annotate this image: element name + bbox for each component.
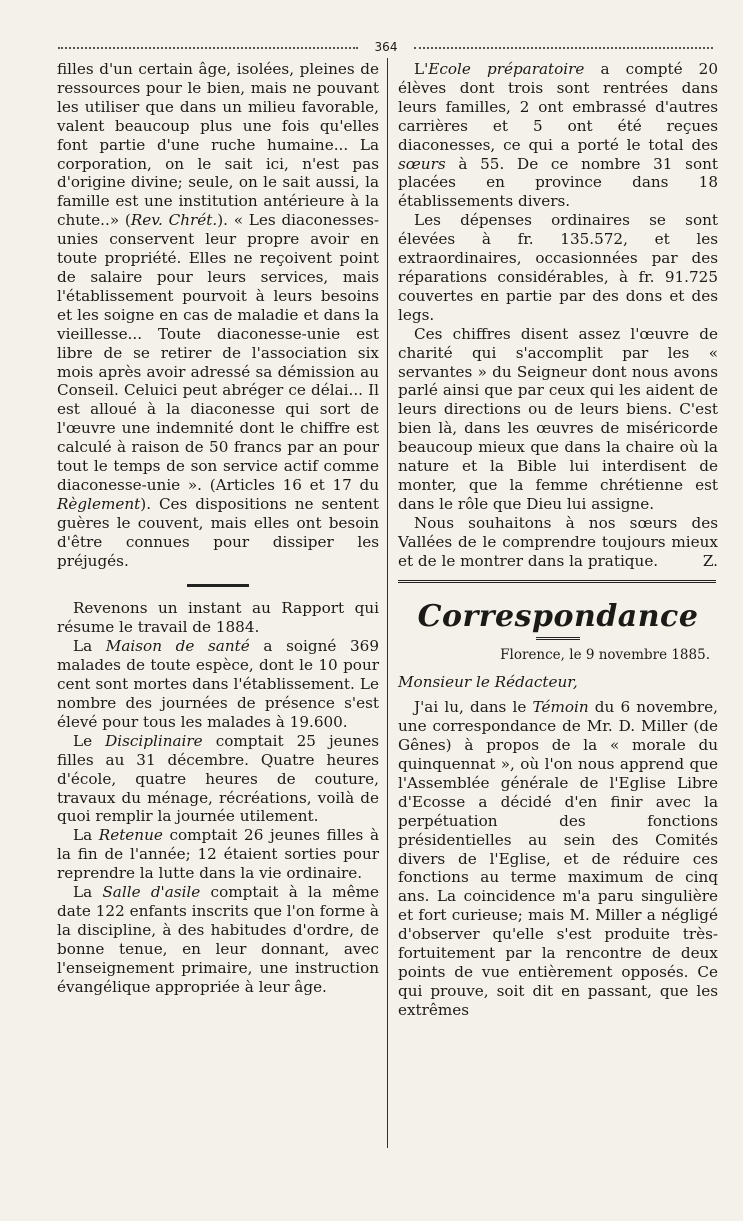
text-run: a soigné 369 malades de toute espèce, dont le 10 pour cent sont mortes dans l'établissement. Le nombre des journées de présence s'est élevé pour tous les malades à 19.600. [57, 637, 379, 731]
paragraph [57, 826, 379, 883]
text-run: La [73, 826, 99, 845]
text-run: comptait 26 jeunes filles à la fin de l'année; 12 étaient sorties pour reprendre la lutte dans la vie ordinaire. [57, 826, 379, 883]
citation: Règlement [57, 494, 141, 513]
text-run: La [73, 637, 106, 656]
paragraph: Revenons un instant au Rapport qui résume le travail de 1884. [57, 599, 379, 637]
paragraph: Les dépenses ordinaires se sont élevées à fr. 135.572, et les extraordinaires, occasionnées par des réparations considérables, à fr. 91.725 couvertes en partie par des dons et des legs. [398, 211, 718, 324]
header-rule-left [58, 47, 358, 49]
paragraph [57, 637, 379, 732]
right-column [398, 60, 718, 1020]
emphasis: Témoin [532, 698, 589, 717]
paragraph [398, 60, 718, 211]
emphasis: Ecole préparatoire [428, 60, 585, 78]
text-run: ). « Les diaconesses-unies conservent leur propre avoir en toute propriété. Elles ne reçoivent point de salaire pour leurs services, mais l'établissement pourvoit à leurs besoins et les soigne en cas de maladie et dans la vieillesse... Toute diaconesse-unie est libre de se retirer de l'association six mois après avoir adressé sa démission au Conseil. Celuici peut abréger ce délai... Il est alloué à la diaconesse qui sort de l'œuvre une indemnité dont le chiffre est calculé à raison de 50 francs par an pour tout le temps de son service actif comme diaconesse-unie ». (Articles 16 et 17 du [57, 211, 379, 494]
text-run: filles d'un certain âge, isolées, pleines de ressources pour le bien, mais ne pouvant les utiliser que dans un milieu favorable, valent beaucoup plus une fois qu'elles font partie d'une ruche humaine... La corporation, on le sait ici, n'est pas d'origine divine; seule, on le sait aussi, la famille est une institution antérieure à la chute..» ( [57, 60, 379, 230]
paragraph: Ces chiffres disent assez l'œuvre de charité qui s'accomplit par les « servantes » du Seigneur dont nous avons parlé ainsi que par ceux qui les aident de leurs directions ou de leurs biens. C'est bien là, dans les œuvres de miséricorde beaucoup mieux que dans la chaire où la nature et la Bible lui interdisent de monter, que la femme chrétienne est dans le rôle que Dieu lui assigne. [398, 324, 718, 513]
emphasis: Maison de santé [105, 637, 250, 656]
text-run: du 6 novembre, une correspondance de Mr. D. Miller (de Gênes) à propos de la « morale du quinquennat », où l'on nous apprend que l'Assemblée générale de l'Eglise Libre d'Ecosse a décidé d'en finir avec la perpétuation des fonctions présidentielles au sein des Comités divers de l'Eglise, et de réduire ces fonctions au terme maximum de cinq ans. La coincidence m'a paru singulière et fort curieuse; mais M. Miller a négligé d'observer qu'elle s'est produite très-fortuitement par la rencontre de deux points de vue entièrement opposés. Ce qui prouve, soit dit en passant, que les extrêmes [398, 698, 718, 1019]
section-separator [398, 580, 716, 583]
column-divider [387, 58, 388, 1148]
emphasis: Retenue [98, 826, 163, 845]
text-run: à 55. De ce nombre 31 sont placées en province dans 18 établissements divers. [398, 154, 718, 211]
paragraph [398, 698, 718, 1019]
text-run: comptait 25 jeunes filles au 31 décembre. Quatre heures d'école, quatre heures de couture, travaux du ménage, récréations, voilà de quoi remplir la journée utilement. [57, 731, 379, 826]
text-run: a compté 20 élèves dont trois sont rentrées dans leurs familles, 2 ont embrassé d'autres carrières et 5 ont été reçues diaconesses, ce qui a porté le total des [398, 60, 718, 154]
text-run: Le [73, 731, 106, 750]
salutation: Monsieur le Rédacteur, [398, 673, 578, 692]
emphasis: sœurs [398, 154, 446, 173]
section-separator [187, 584, 249, 587]
text-run: comptait à la même date 122 enfants inscrits que l'on forme à la discipline, à des habitudes d'ordre, de bonne tenue, en leur donnant, avec l'enseignement primaire, une instruction évangélique appropriée à leur âge. [57, 883, 379, 996]
paragraph [57, 60, 379, 570]
header-rule-right [414, 47, 713, 49]
text-run: La [73, 883, 103, 902]
paragraph [57, 732, 379, 827]
emphasis: Salle d'asile [102, 883, 201, 902]
paragraph [398, 514, 718, 571]
section-heading: Correspondance [417, 599, 699, 635]
text-run: J'ai lu, dans le [414, 698, 533, 717]
dateline: Florence, le 9 novembre 1885. [500, 647, 710, 664]
text-run: ). Ces dispositions ne sentent guères le couvent, mais elles ont besoin d'être connues pour dissiper les préjugés. [57, 494, 379, 570]
text-run: L' [414, 60, 429, 78]
paragraph [57, 883, 379, 996]
page-number: 364 [374, 40, 398, 54]
signature: Z. [702, 551, 718, 570]
page-header [58, 40, 713, 54]
citation: Rev. Chrét. [130, 211, 218, 230]
left-column [57, 60, 379, 997]
heading-underline [536, 637, 580, 640]
text-run: Nous souhaitons à nos sœurs des Vallées de le comprendre toujours mieux et de le montrer dans la pratique. [398, 513, 718, 570]
emphasis: Disciplinaire [105, 731, 203, 750]
